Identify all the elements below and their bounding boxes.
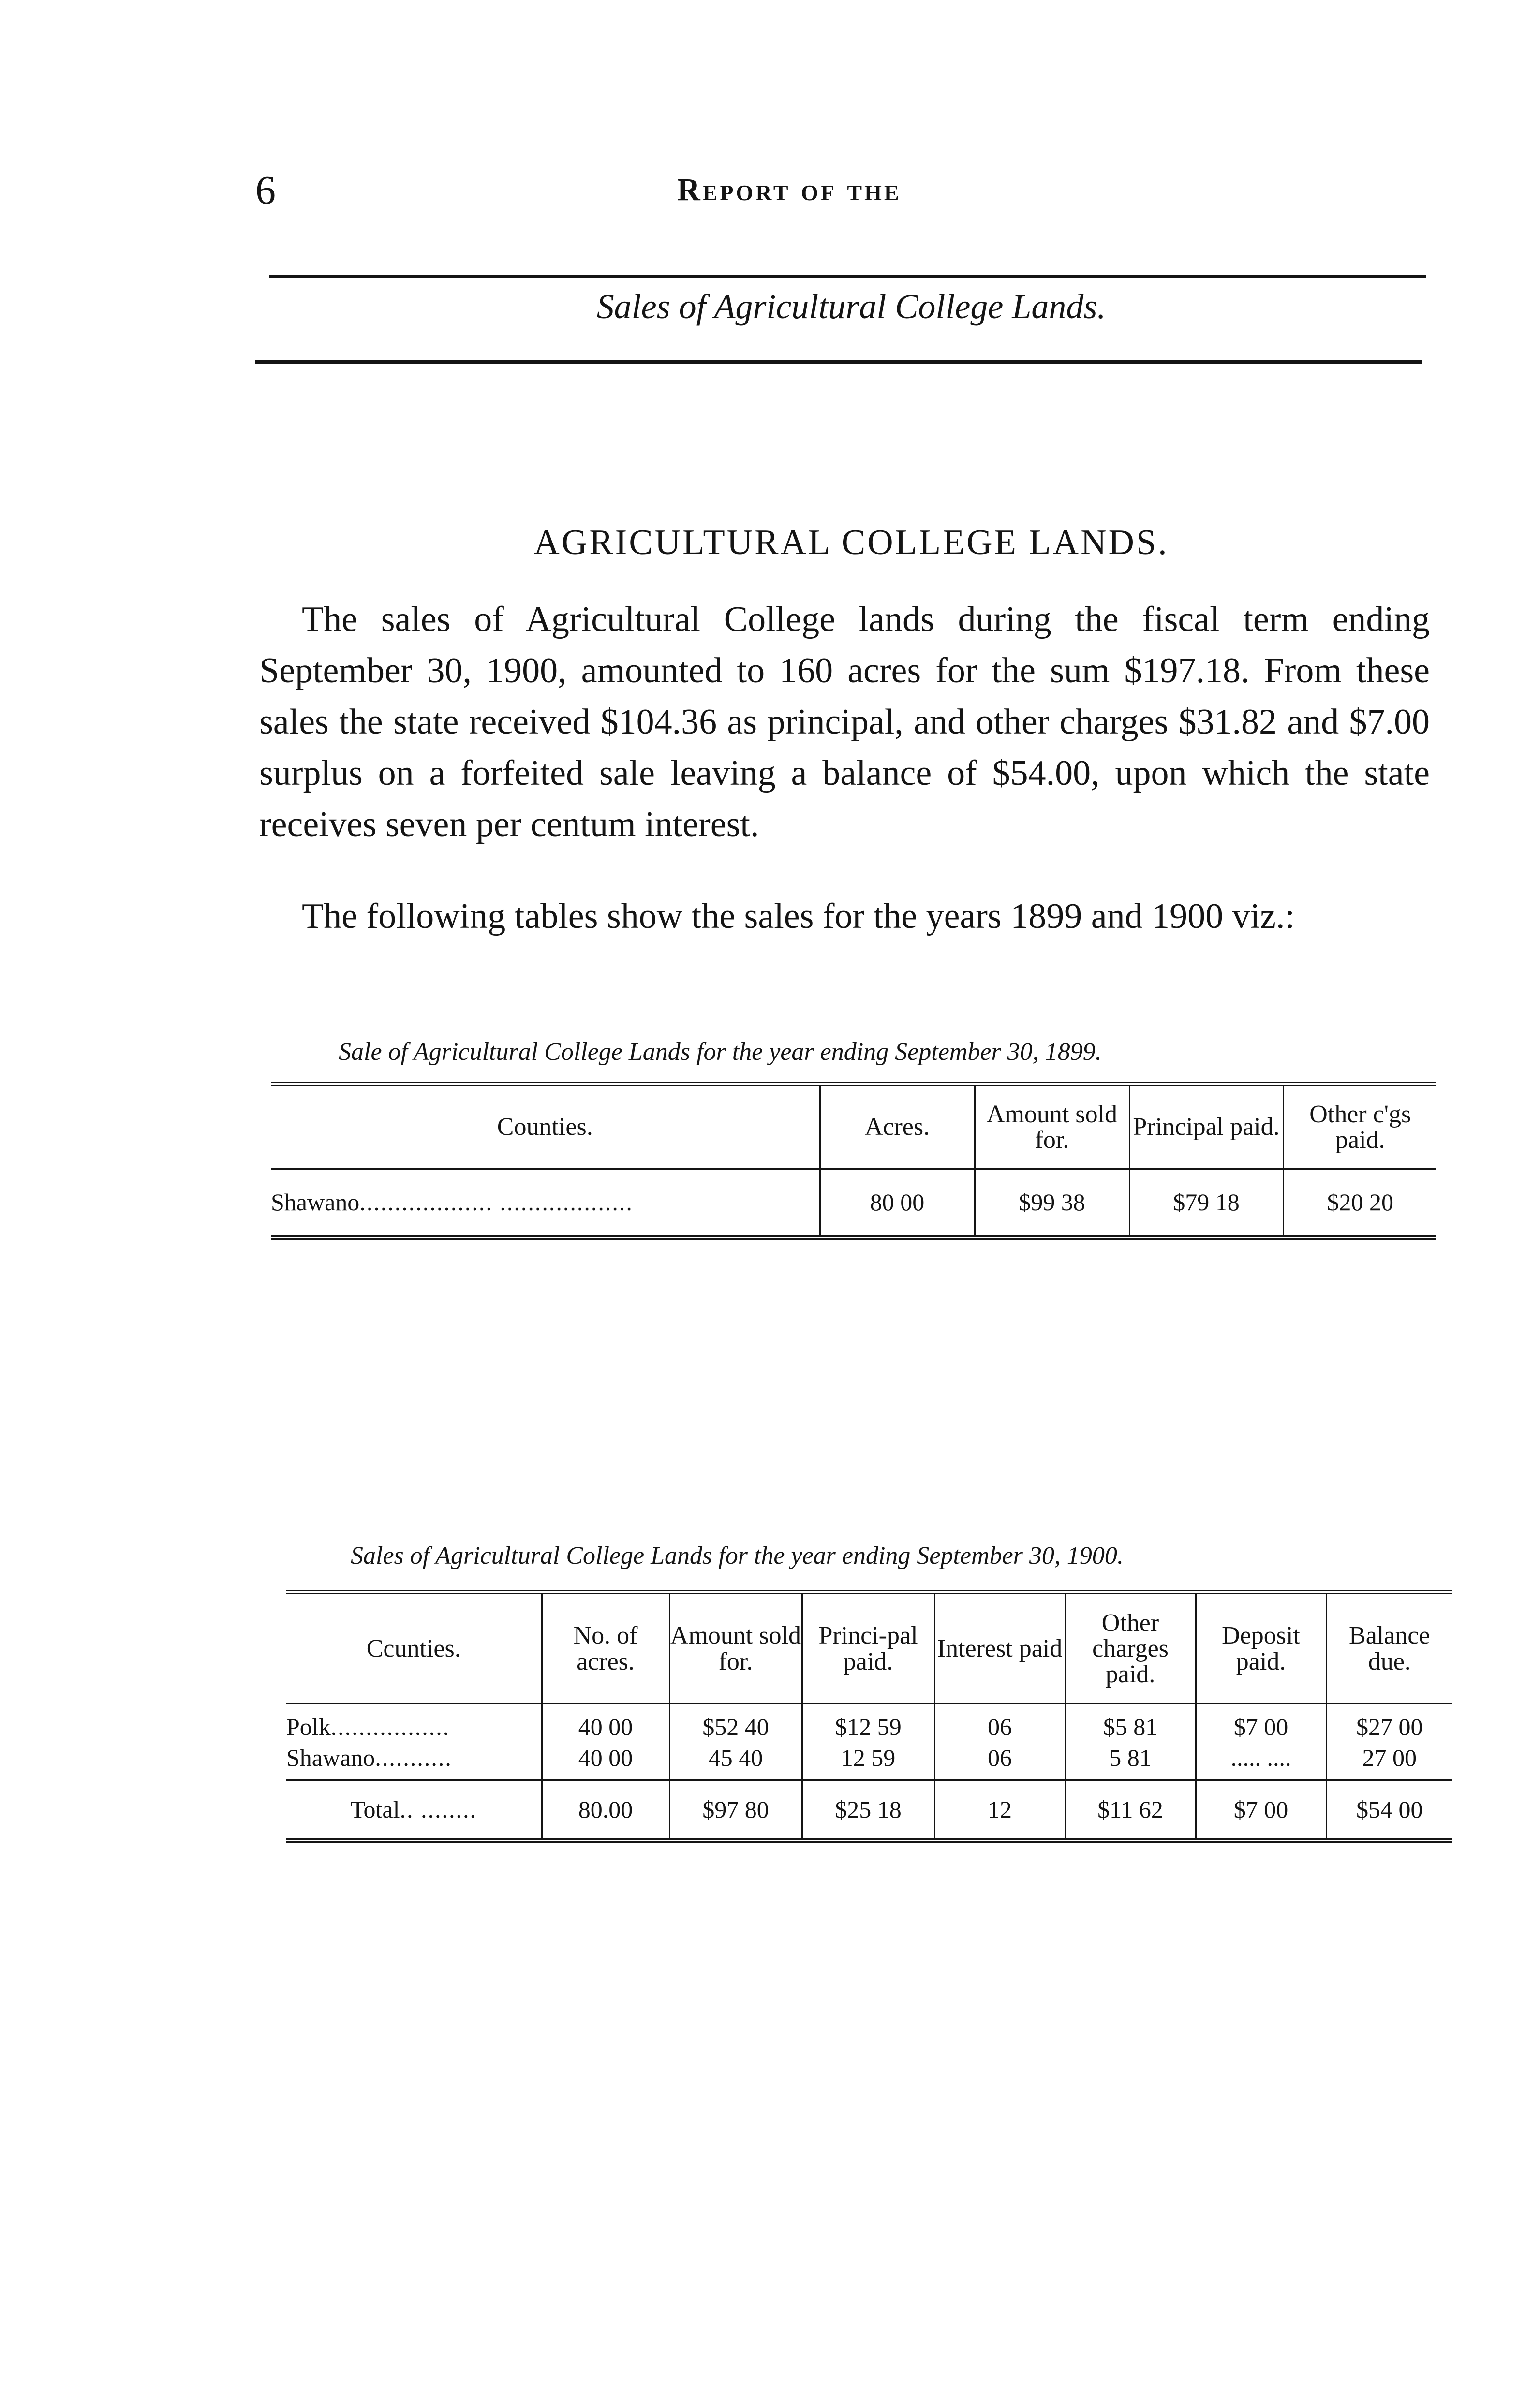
- value-polk: 06: [988, 1713, 1012, 1740]
- value-polk: $12 59: [835, 1713, 902, 1740]
- table-1900: [286, 1590, 1452, 1843]
- dot-leader: ...........: [375, 1744, 452, 1771]
- value-shawano: 27 00: [1362, 1744, 1417, 1771]
- column-header-amount: Amount sold for.: [669, 1592, 802, 1704]
- column-header-amount: Amount sold for.: [975, 1084, 1129, 1169]
- value-shawano: 06: [988, 1744, 1012, 1771]
- paragraph-text: The following tables show the sales for the years 1899 and 1900 viz.:: [302, 896, 1295, 936]
- acres-cell: 80 00: [820, 1169, 975, 1238]
- other-charges-cell: [1065, 1704, 1196, 1780]
- table-1900-caption: Sales of Agricultural College Lands for the year ending September 30, 1900.: [351, 1542, 1124, 1570]
- table-1899-caption: Sale of Agricultural College Lands for the year ending September 30, 1899.: [339, 1038, 1102, 1066]
- value-polk: $52 40: [702, 1713, 769, 1740]
- county-polk: [286, 1711, 541, 1742]
- total-label: Total: [350, 1795, 400, 1823]
- value-shawano: 12 59: [841, 1744, 896, 1771]
- row-labels: [286, 1704, 542, 1780]
- column-header-other-charges: Other charges paid.: [1065, 1592, 1196, 1704]
- table-1899: [271, 1082, 1436, 1240]
- dot-leader: .. ........: [400, 1795, 477, 1823]
- total-acres: 80.00: [542, 1780, 669, 1841]
- table-header-row: [271, 1084, 1436, 1169]
- page-number: 6: [255, 168, 276, 213]
- column-header-acres: Acres.: [820, 1084, 975, 1169]
- column-header-balance: Balance due.: [1326, 1592, 1452, 1704]
- header-rule-top: [269, 275, 1426, 278]
- paragraph-tables-intro: [259, 891, 1430, 942]
- paragraph-text: The sales of Agricultural College lands during the fiscal term ending September 30, 1900, amounted to 160 acres for the sum $197.18. From these sales the state received $104.36 as principal, and other charges $31.82 and $7.00 surplus on a forfeited sale leaving a balance of $54.00, upon which the state receives seven per centum interest.: [259, 600, 1430, 844]
- dot-leader: .................: [330, 1713, 450, 1740]
- table-row: [271, 1169, 1436, 1238]
- value-shawano: 5 81: [1109, 1744, 1152, 1771]
- value-shawano: 45 40: [708, 1744, 763, 1771]
- county-name: Shawano: [271, 1189, 360, 1216]
- value-polk: $7 00: [1233, 1713, 1288, 1740]
- column-header-counties: Ccunties.: [286, 1592, 542, 1704]
- interest-cell: [934, 1704, 1065, 1780]
- amount-cell: $99 38: [975, 1169, 1129, 1238]
- acres-cell: [542, 1704, 669, 1780]
- column-header-acres: No. of acres.: [542, 1592, 669, 1704]
- column-header-deposit: Deposit paid.: [1196, 1592, 1326, 1704]
- total-principal: $25 18: [802, 1780, 934, 1841]
- value-polk: $5 81: [1103, 1713, 1158, 1740]
- total-interest: 12: [934, 1780, 1065, 1841]
- dot-leader: ................... ...................: [359, 1189, 633, 1216]
- table-total-row: [286, 1780, 1452, 1841]
- deposit-cell: [1196, 1704, 1326, 1780]
- value-shawano: ..... ....: [1230, 1744, 1291, 1771]
- total-label-cell: [286, 1780, 542, 1841]
- total-other-charges: $11 62: [1065, 1780, 1196, 1841]
- paragraph-sales-summary: [259, 594, 1430, 850]
- section-title: AGRICULTURAL COLLEGE LANDS.: [533, 523, 1169, 562]
- principal-cell: [802, 1704, 934, 1780]
- amount-cell: [669, 1704, 802, 1780]
- value-polk: $27 00: [1356, 1713, 1423, 1740]
- table-row: [286, 1704, 1452, 1780]
- column-header-other-charges: Other c'gs paid.: [1283, 1084, 1436, 1169]
- column-header-interest: Interest paid: [934, 1592, 1065, 1704]
- running-subhead: Sales of Agricultural College Lands.: [596, 287, 1106, 326]
- row-label: [271, 1169, 820, 1238]
- header-rule-bottom: [255, 360, 1422, 364]
- total-amount: $97 80: [669, 1780, 802, 1841]
- column-header-principal: Principal paid.: [1129, 1084, 1283, 1169]
- balance-cell: [1326, 1704, 1452, 1780]
- table-header-row: [286, 1592, 1452, 1704]
- column-header-counties: Counties.: [271, 1084, 820, 1169]
- county-shawano: [286, 1742, 541, 1773]
- other-charges-cell: $20 20: [1283, 1169, 1436, 1238]
- county-name: Shawano: [286, 1744, 375, 1771]
- value-shawano: 40 00: [578, 1744, 633, 1771]
- value-polk: 40 00: [578, 1713, 633, 1740]
- total-deposit: $7 00: [1196, 1780, 1326, 1841]
- principal-cell: $79 18: [1129, 1169, 1283, 1238]
- column-header-principal: Princi-pal paid.: [802, 1592, 934, 1704]
- running-head: Report of the: [677, 172, 902, 207]
- county-name: Polk: [286, 1713, 331, 1740]
- total-balance: $54 00: [1326, 1780, 1452, 1841]
